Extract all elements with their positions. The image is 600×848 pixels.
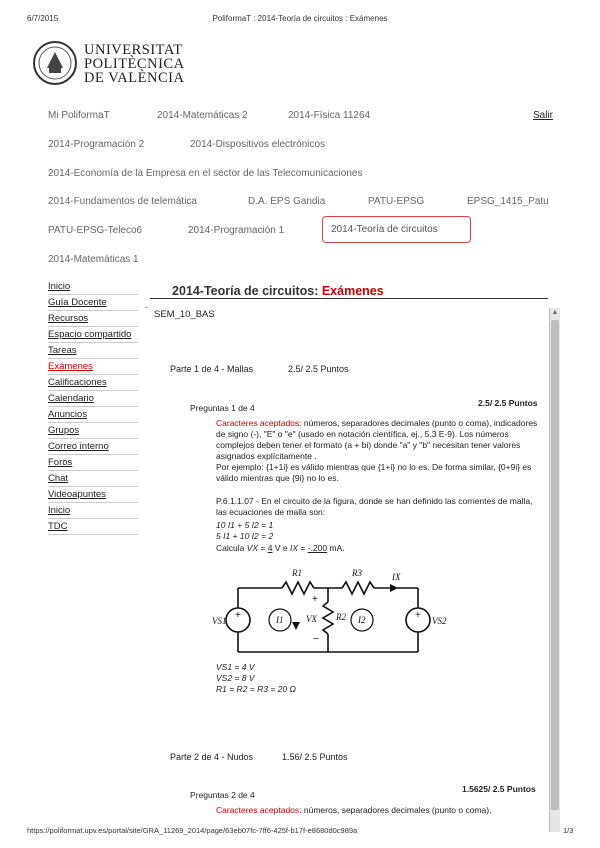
sidebar-item-guia-docente[interactable]: Guía Docente bbox=[48, 295, 138, 311]
site-tab-programacion2[interactable]: 2014-Programación 2 bbox=[48, 139, 145, 150]
part1-score: 2.5/ 2.5 Puntos bbox=[288, 364, 349, 374]
site-tab-da-eps[interactable]: D.A. EPS Gandia bbox=[248, 196, 326, 207]
upv-wordmark bbox=[84, 43, 185, 85]
print-date: 6/7/2015 bbox=[27, 14, 59, 23]
site-tab-epsg-1415[interactable]: EPSG_1415_Patu bbox=[467, 196, 549, 207]
sidebar-item-anuncios[interactable]: Anuncios bbox=[48, 407, 138, 423]
q2-accepted-chars-text: : números, separadores decimales (punto o coma), bbox=[299, 805, 492, 815]
q1-statement: P.6.1.1.07 - En el circuito de la figura, donde se han definido las corrientes de malla, las ecuaciones de malla son: bbox=[216, 496, 533, 517]
site-tab-matematicas2[interactable]: 2014-Matemáticas 2 bbox=[157, 110, 248, 121]
print-url: https://poliformat.upv.es/portal/site/GRA_11269_2014/page/63eb07fc-7ff6-425f-b17f-e8680d0c989a bbox=[27, 826, 358, 835]
r2-label: R2 bbox=[336, 612, 346, 622]
q1-accepted-chars bbox=[216, 418, 538, 462]
q1-score: 2.5/ 2.5 Puntos bbox=[478, 398, 538, 408]
logout-link[interactable]: Salir bbox=[533, 110, 554, 121]
ix-label: IX bbox=[290, 543, 299, 553]
logo-line-1: UNIVERSITAT bbox=[84, 42, 183, 58]
site-tab-dispositivos[interactable]: 2014-Dispositivos electrónicos bbox=[190, 139, 326, 150]
ix-unit: mA. bbox=[329, 543, 345, 553]
sidebar-item-inicio[interactable]: Inicio bbox=[48, 279, 138, 295]
upv-logo[interactable] bbox=[32, 40, 78, 91]
site-tab-telematica[interactable]: 2014-Fundamentos de telemática bbox=[48, 196, 197, 207]
q1-answer-line: Calcula VX = 4 V e IX = -.200 mA. bbox=[216, 543, 345, 553]
vx-label: VX bbox=[246, 543, 259, 553]
site-tab-patu-epsg[interactable]: PATU-EPSG bbox=[368, 196, 425, 207]
calc-prefix: Calcula bbox=[216, 543, 245, 553]
title-divider bbox=[150, 298, 548, 299]
given-resistors: R1 = R2 = R3 = 20 Ω bbox=[216, 684, 296, 694]
logo-line-3: DE VALÈNCIA bbox=[84, 70, 185, 86]
vs2-label: VS2 bbox=[432, 616, 447, 626]
page-title-tool: Exámenes bbox=[321, 284, 384, 298]
tool-sidebar bbox=[48, 279, 138, 535]
vs1-plus: + bbox=[235, 610, 241, 621]
sidebar-item-tdc[interactable]: TDC bbox=[48, 519, 138, 535]
sidebar-item-examenes[interactable]: Exámenes bbox=[48, 359, 138, 375]
print-title: PoliformaT : 2014-Teoría de circuitos : Exámenes bbox=[212, 14, 388, 23]
site-tab-programacion1[interactable]: 2014-Programación 1 bbox=[188, 225, 285, 236]
page-title-site: 2014-Teoría de circuitos: bbox=[172, 284, 319, 298]
sidebar-item-videoapuntes[interactable]: Videoapuntes bbox=[48, 487, 138, 503]
sidebar-item-calendario[interactable]: Calendario bbox=[48, 391, 138, 407]
exam-frame bbox=[150, 300, 548, 832]
q2-accepted-chars-label: Caracteres aceptados bbox=[216, 805, 300, 815]
site-tab-teoria-circuitos[interactable]: 2014-Teoría de circuitos bbox=[322, 216, 471, 243]
page-title bbox=[172, 284, 384, 298]
circuit-diagram bbox=[212, 562, 452, 662]
vs1-label: VS1 bbox=[212, 616, 227, 626]
sidebar-item-recursos[interactable]: Recursos bbox=[48, 311, 138, 327]
accepted-chars-label: Caracteres aceptados bbox=[216, 418, 300, 428]
accepted-chars-text: : números, separadores decimales (punto o coma), indicadores de signo (-), "E" o "e" (usado en notación científica, ej., 5.3 E-9). Los números complejos deben tener el formato (a + bi) donde "a" y "b" necesitan tener valores asignados explícitamente . bbox=[216, 418, 538, 461]
exam-name: SEM_10_BAS bbox=[154, 309, 215, 320]
sidebar-item-espacio-compartido[interactable]: Espacio compartido bbox=[48, 327, 138, 343]
q1-example: Por ejemplo: {1+1i} es válido mientras que {1+i} no lo es. De forma similar, {0+9i} es válido mientras que {9i} no lo es. bbox=[216, 462, 532, 483]
vx-plus: + bbox=[312, 594, 318, 605]
sidebar-item-calificaciones[interactable]: Calificaciones bbox=[48, 375, 138, 391]
logo-line-2: POLITÈCNICA bbox=[84, 56, 185, 72]
ix-arrow-label: IX bbox=[392, 572, 401, 582]
upv-seal-icon bbox=[32, 40, 78, 86]
site-tab-matematicas1[interactable]: 2014-Matemáticas 1 bbox=[48, 254, 139, 265]
content-scrollbar[interactable] bbox=[549, 308, 560, 832]
ix-answer-field[interactable]: -.200 bbox=[307, 543, 328, 553]
site-tab-mi-poliformat[interactable]: Mi PoliformaT bbox=[48, 110, 110, 121]
sidebar-item-inicio-2[interactable]: Inicio bbox=[48, 503, 138, 519]
scroll-up-icon[interactable]: ▲ bbox=[551, 309, 559, 316]
q2-accepted-chars bbox=[216, 805, 538, 815]
given-vs2: VS2 = 8 V bbox=[216, 673, 255, 683]
vs2-plus: + bbox=[415, 610, 421, 621]
part2-label: Parte 2 de 4 - Nudos bbox=[170, 752, 254, 762]
i2-label: I2 bbox=[358, 615, 366, 625]
r3-label: R3 bbox=[352, 568, 362, 578]
part2-score: 1.56/ 2.5 Puntos bbox=[282, 752, 348, 762]
q2-score: 1.5625/ 2.5 Puntos bbox=[462, 784, 536, 794]
vx-circuit-label: VX bbox=[306, 614, 317, 624]
sidebar-item-correo[interactable]: Correo interno bbox=[48, 439, 138, 455]
sidebar-item-grupos[interactable]: Grupos bbox=[48, 423, 138, 439]
i1-label: I1 bbox=[276, 615, 284, 625]
site-tab-economia[interactable]: 2014-Economía de la Empresa en el sector de las Telecomunicaciones bbox=[48, 168, 363, 179]
site-tab-fisica[interactable]: 2014-Física 11264 bbox=[288, 110, 371, 121]
sidebar-item-tareas[interactable]: Tareas bbox=[48, 343, 138, 359]
given-vs1: VS1 = 4 V bbox=[216, 662, 255, 672]
scrollbar-thumb[interactable] bbox=[551, 320, 559, 810]
collapse-handle-icon[interactable]: ‐ bbox=[145, 302, 148, 312]
r1-label: R1 bbox=[292, 568, 302, 578]
site-tab-patu-teleco6[interactable]: PATU-EPSG-Teleco6 bbox=[48, 225, 143, 236]
q1-given-values bbox=[216, 662, 296, 695]
q2-label: Preguntas 2 de 4 bbox=[190, 790, 255, 800]
q1-equation-2: 5 I1 + 10 I2 = 2 bbox=[216, 531, 274, 541]
q1-equation-1: 10 I1 + 5 I2 = 1 bbox=[216, 520, 274, 530]
vx-unit: V e bbox=[274, 543, 288, 553]
sidebar-item-chat[interactable]: Chat bbox=[48, 471, 138, 487]
vx-minus: − bbox=[313, 634, 319, 645]
q1-label: Preguntas 1 de 4 bbox=[190, 403, 255, 413]
sidebar-item-foros[interactable]: Foros bbox=[48, 455, 138, 471]
print-page-number: 1/3 bbox=[563, 826, 574, 835]
part1-label: Parte 1 de 4 - Mallas bbox=[170, 364, 254, 374]
vx-answer-field[interactable]: 4 bbox=[267, 543, 273, 553]
